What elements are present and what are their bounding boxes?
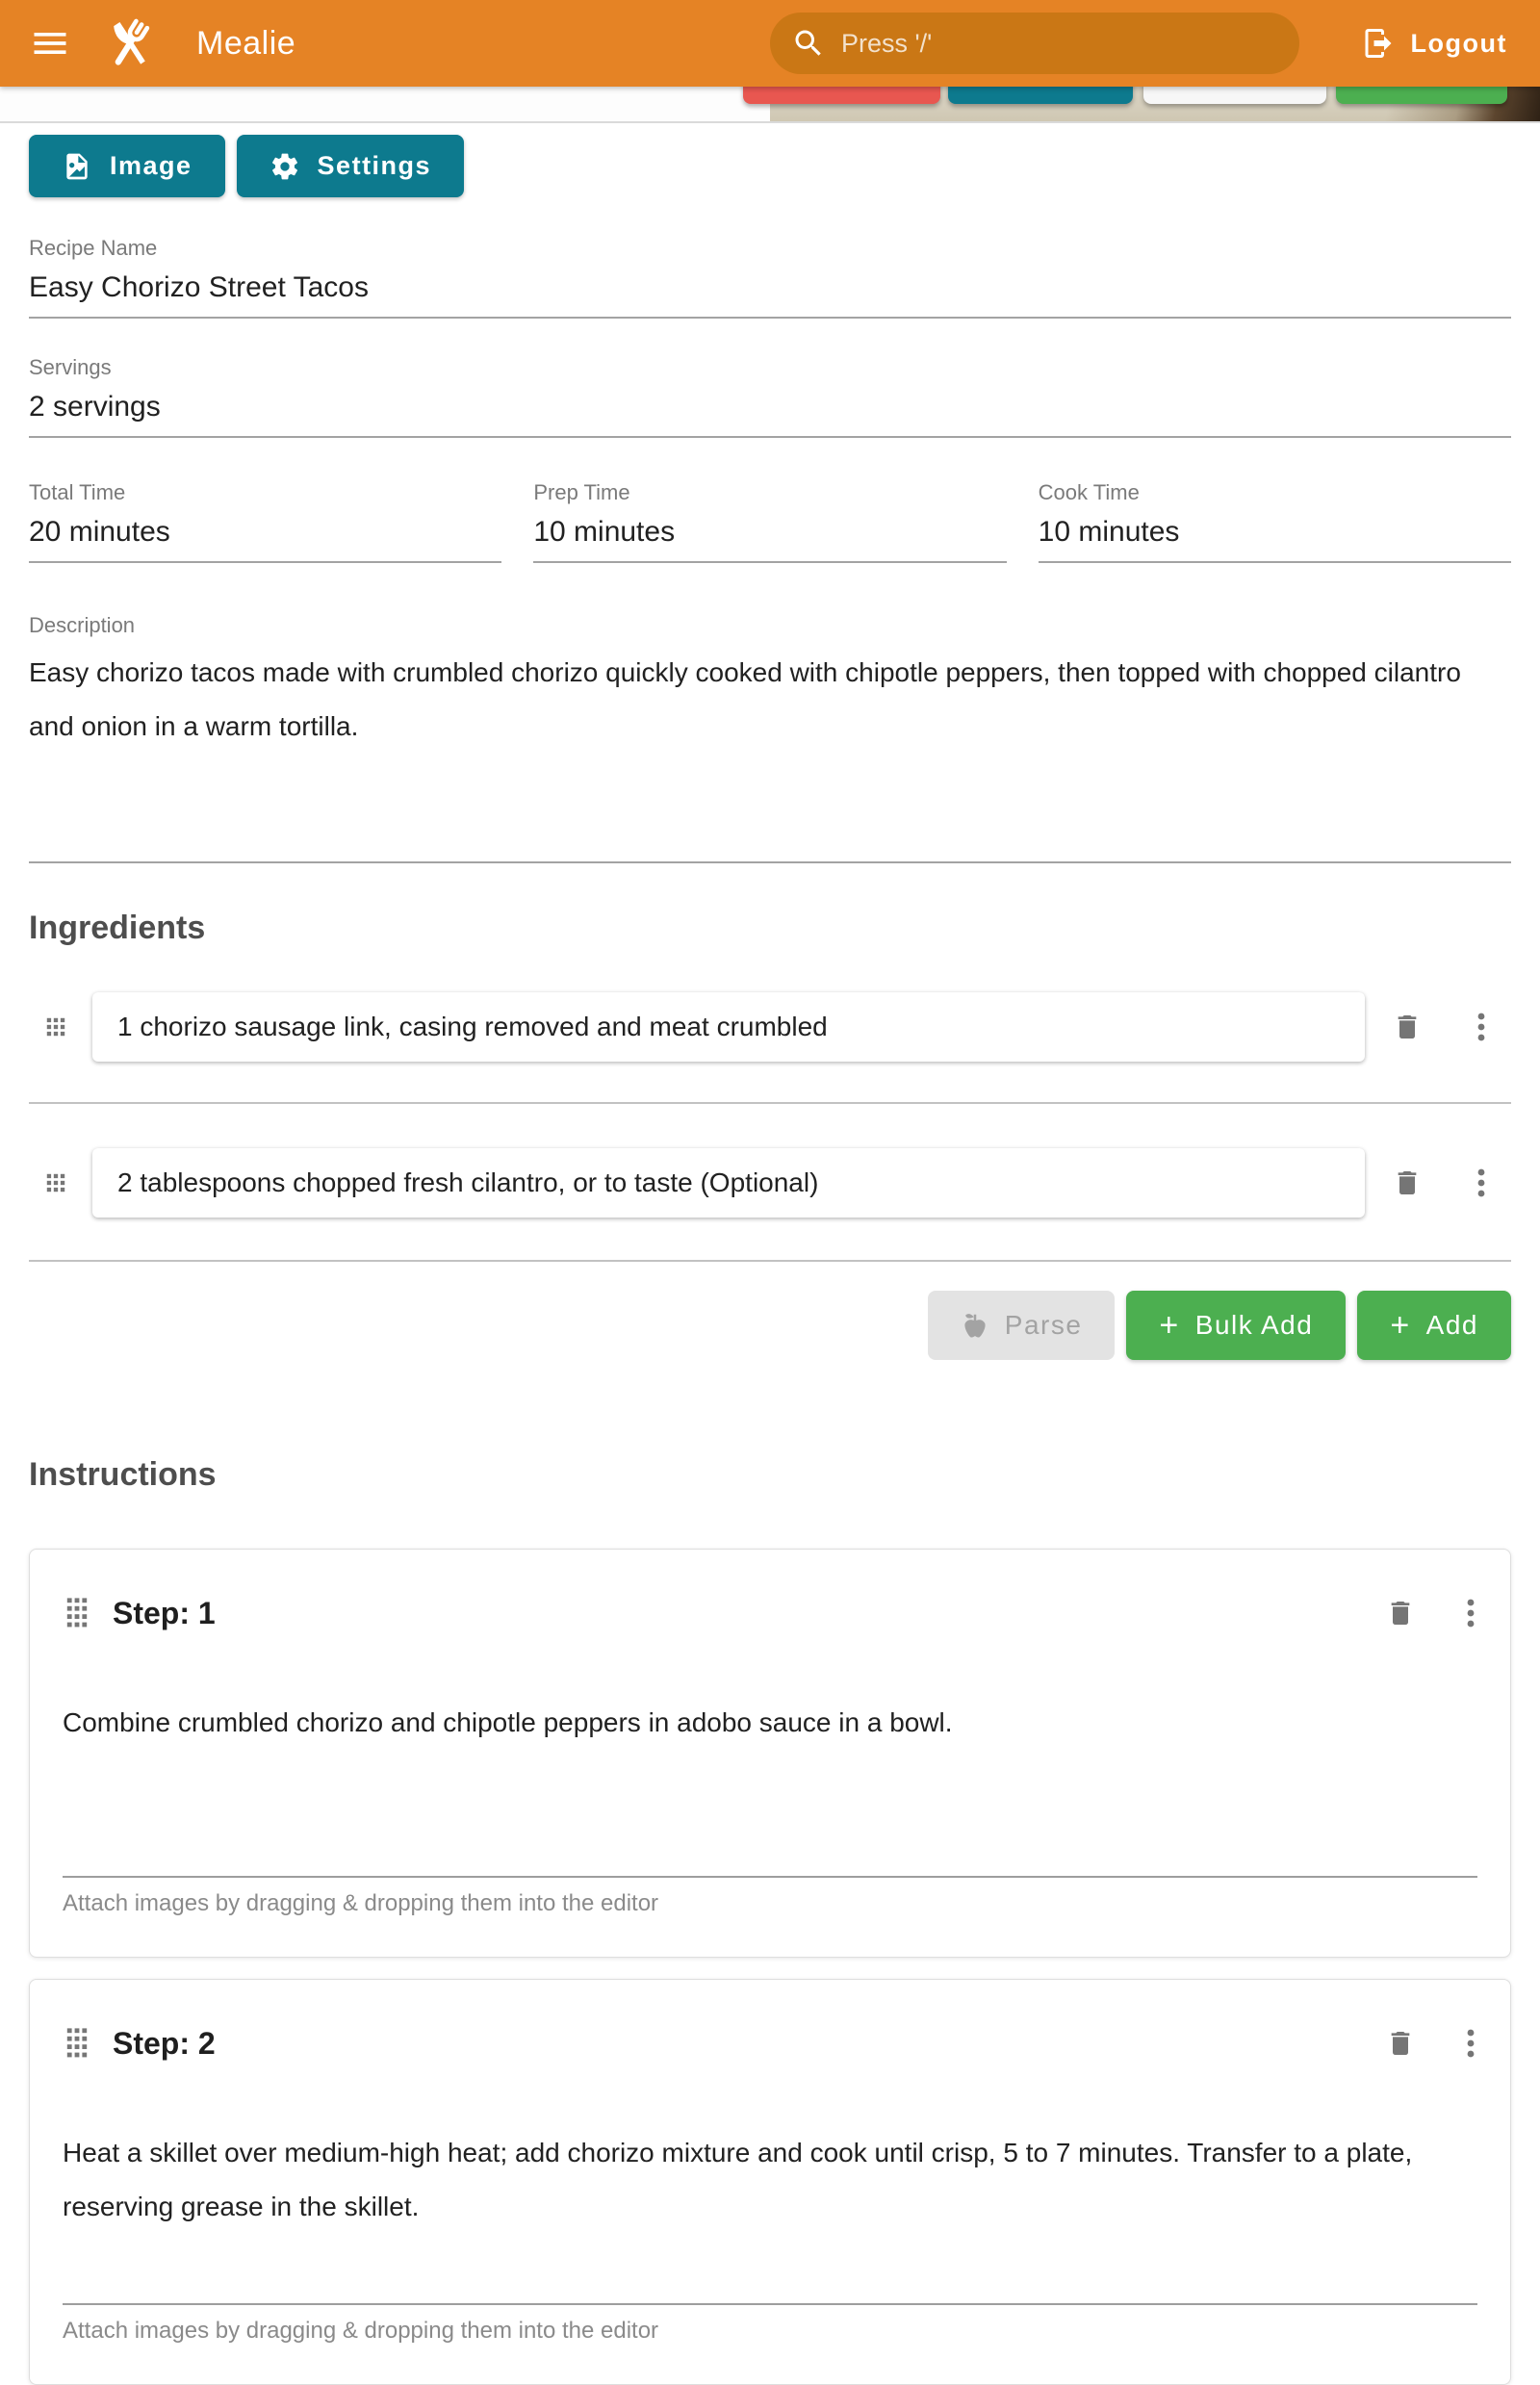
- search-placeholder: Press '/': [841, 28, 933, 58]
- ingredient-input[interactable]: 2 tablespoons chopped fresh cilantro, or to taste (Optional): [92, 1148, 1365, 1218]
- step-header: [63, 1592, 1477, 1634]
- instruction-step-card: [29, 1979, 1511, 2385]
- kebab-icon: [1464, 1597, 1477, 1629]
- instructions-heading: Instructions: [29, 1456, 217, 1493]
- delete-step-button[interactable]: [1385, 2028, 1416, 2059]
- image-button[interactable]: [29, 135, 225, 197]
- drag-handle-icon[interactable]: [43, 1170, 68, 1195]
- description-label: Description: [29, 613, 136, 637]
- recipe-hero-strip: [0, 87, 1540, 123]
- settings-button[interactable]: [237, 135, 465, 197]
- ingredient-divider: [29, 1260, 1511, 1262]
- description-value[interactable]: Easy chorizo tacos made with crumbled chorizo quickly cooked with chipotle peppers, then topped with chopped cilantro and onion in a warm tortilla.: [29, 657, 1461, 741]
- ingredient-divider: [29, 1102, 1511, 1104]
- step-menu-button[interactable]: [1464, 1597, 1477, 1629]
- prep-time-field[interactable]: [533, 480, 1006, 563]
- total-time-label: Total Time: [29, 480, 126, 504]
- add-button[interactable]: [1357, 1291, 1511, 1360]
- step-editor-area[interactable]: [63, 1750, 1477, 1876]
- search-icon: [791, 26, 826, 61]
- editor-toolbar: [29, 135, 1511, 197]
- recipe-editor: [0, 135, 1540, 2385]
- logout-label: Logout: [1410, 28, 1507, 58]
- gear-icon: [270, 151, 300, 182]
- total-time-value[interactable]: 20 minutes: [29, 516, 170, 548]
- step-title: Step: 2: [113, 2025, 216, 2061]
- prep-time-label: Prep Time: [533, 480, 630, 504]
- logout-icon: [1361, 26, 1396, 61]
- ingredient-row: [29, 1148, 1511, 1218]
- bulk-add-button-label: Bulk Add: [1194, 1310, 1314, 1340]
- parse-button-label: Parse: [1004, 1310, 1083, 1340]
- delete-step-button[interactable]: [1385, 1598, 1416, 1628]
- ingredient-row: [29, 992, 1511, 1062]
- trash-icon: [1392, 1167, 1423, 1198]
- trash-icon: [1392, 1012, 1423, 1042]
- servings-field[interactable]: [29, 355, 1511, 438]
- step-title: Step: 1: [113, 1595, 216, 1630]
- prep-time-value[interactable]: 10 minutes: [533, 516, 676, 548]
- hero-action-neutral-button[interactable]: [1143, 87, 1326, 104]
- hamburger-menu-button[interactable]: [29, 22, 71, 64]
- hamburger-icon: [29, 22, 71, 64]
- trash-icon: [1385, 2028, 1416, 2059]
- attach-images-hint: Attach images by dragging & dropping them into the editor: [63, 2318, 659, 2344]
- step-editor-area[interactable]: [63, 2234, 1477, 2303]
- times-row: [29, 480, 1511, 563]
- step-editor-divider: [63, 1876, 1477, 1878]
- servings-label: Servings: [29, 355, 112, 379]
- image-button-label: Image: [110, 151, 192, 180]
- ingredient-row-actions: [1392, 1011, 1488, 1043]
- recipe-name-value[interactable]: Easy Chorizo Street Tacos: [29, 271, 369, 303]
- kebab-icon: [1475, 1011, 1488, 1043]
- plus-icon: +: [1159, 1307, 1180, 1344]
- cook-time-label: Cook Time: [1038, 480, 1140, 504]
- step-menu-button[interactable]: [1464, 2027, 1477, 2060]
- app-header: [0, 0, 1540, 87]
- step-text-editor[interactable]: Combine crumbled chorizo and chipotle peppers in adobo sauce in a bowl.: [63, 1707, 953, 1737]
- trash-icon: [1385, 1598, 1416, 1628]
- hero-action-info-button[interactable]: [948, 87, 1133, 104]
- ingredients-heading: Ingredients: [29, 910, 206, 946]
- mealie-logo-icon[interactable]: [102, 15, 158, 71]
- settings-button-label: Settings: [317, 151, 432, 180]
- drag-handle-icon[interactable]: [43, 1014, 68, 1039]
- parse-button[interactable]: [928, 1291, 1116, 1360]
- ingredient-input[interactable]: 1 chorizo sausage link, casing removed and meat crumbled: [92, 992, 1365, 1062]
- total-time-field[interactable]: [29, 480, 501, 563]
- step-header: [63, 2022, 1477, 2064]
- recipe-name-label: Recipe Name: [29, 236, 158, 260]
- drag-handle-icon[interactable]: [63, 2026, 91, 2061]
- add-button-label: Add: [1425, 1310, 1478, 1340]
- description-field[interactable]: [29, 613, 1511, 863]
- logout-button[interactable]: [1357, 18, 1511, 68]
- step-text-editor[interactable]: Heat a skillet over medium-high heat; add chorizo mixture and cook until crisp, 5 to 7 minutes. Transfer to a plate, reserving grease in the skillet.: [63, 2138, 1413, 2221]
- delete-ingredient-button[interactable]: [1392, 1167, 1423, 1198]
- cook-time-value[interactable]: 10 minutes: [1038, 516, 1180, 548]
- kebab-icon: [1464, 2027, 1477, 2060]
- plus-icon: +: [1390, 1307, 1411, 1344]
- attach-images-hint: Attach images by dragging & dropping them into the editor: [63, 1890, 659, 1916]
- hero-action-save-button[interactable]: [1336, 87, 1507, 104]
- drag-handle-icon[interactable]: [63, 1596, 91, 1630]
- servings-value[interactable]: 2 servings: [29, 391, 161, 423]
- delete-ingredient-button[interactable]: [1392, 1012, 1423, 1042]
- app-title: Mealie: [196, 24, 296, 62]
- step-editor-divider: [63, 2303, 1477, 2305]
- kebab-icon: [1475, 1167, 1488, 1199]
- ingredient-row-actions: [1392, 1167, 1488, 1199]
- search-bar[interactable]: [770, 13, 1299, 74]
- bulk-add-button[interactable]: [1126, 1291, 1346, 1360]
- recipe-name-field[interactable]: [29, 236, 1511, 319]
- image-icon: [62, 151, 92, 182]
- cook-time-field[interactable]: [1039, 480, 1511, 563]
- ingredient-menu-button[interactable]: [1475, 1011, 1488, 1043]
- ingredient-menu-button[interactable]: [1475, 1167, 1488, 1199]
- hero-action-delete-button[interactable]: [743, 87, 940, 104]
- instruction-step-card: [29, 1549, 1511, 1958]
- apple-icon: [961, 1311, 989, 1340]
- ingredient-actions: [29, 1291, 1511, 1360]
